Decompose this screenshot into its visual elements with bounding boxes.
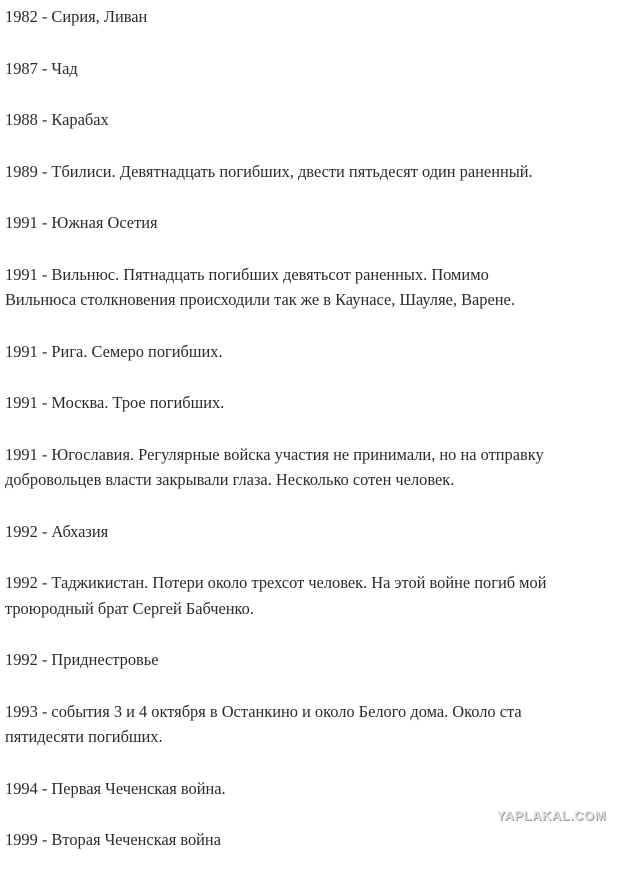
entry-text: 1994 - Первая Чеченская война.	[5, 778, 226, 798]
list-item	[5, 827, 625, 853]
watermark-logo: YAPLAKAL.COM	[496, 808, 606, 823]
entry-text: 1992 - Приднестровье	[5, 650, 159, 669]
list-item	[5, 107, 625, 133]
entry-text: троюродный брат Сергей Бабченко.	[5, 598, 254, 618]
entry-text: 1992 - Таджикистан. Потери около трехсот человек. На этой войне погиб мой	[5, 573, 547, 592]
entry-text: 1982 - Сирия, Ливан	[5, 7, 148, 26]
entry-text: 1987 - Чад	[5, 58, 78, 78]
list-item	[5, 210, 625, 236]
list-item	[5, 4, 625, 30]
list-item	[5, 776, 625, 802]
entry-text: добровольцев власти закрывали глаза. Несколько сотен человек.	[5, 470, 455, 489]
list-item	[5, 159, 625, 185]
entry-text: 1999 - Вторая Чеченская война	[5, 830, 221, 849]
entry-text: 1992 - Абхазия	[5, 521, 109, 541]
list-item	[5, 570, 625, 621]
entry-text: 1991 - Югославия. Регулярные войска участия не принимали, но на отправку	[5, 444, 544, 464]
entry-text: 1991 - Вильнюс. Пятнадцать погибших девятьсот раненных. Помимо	[5, 264, 489, 284]
entry-text: Вильнюса столкновения происходили так же в Каунасе, Шауляе, Варене.	[5, 290, 515, 309]
entry-text: пятидесяти погибших.	[5, 727, 163, 746]
document-body	[5, 4, 625, 879]
entry-text: 1993 - события 3 и 4 октября в Останкино и около Белого дома. Около ста	[5, 701, 522, 721]
list-item	[5, 390, 625, 416]
list-item	[5, 699, 625, 750]
entry-text: 1991 - Рига. Семеро погибших.	[5, 341, 223, 361]
list-item	[5, 339, 625, 365]
list-item	[5, 56, 625, 82]
entry-text: 1991 - Москва. Трое погибших.	[5, 393, 225, 412]
list-item	[5, 519, 625, 545]
entry-text: 1988 - Карабах	[5, 110, 109, 129]
list-item	[5, 442, 625, 493]
entry-text: 1989 - Тбилиси. Девятнадцать погибших, двести пятьдесят один раненный.	[5, 161, 533, 181]
entry-text: 1991 - Южная Осетия	[5, 213, 158, 232]
list-item	[5, 262, 625, 313]
list-item	[5, 647, 625, 673]
